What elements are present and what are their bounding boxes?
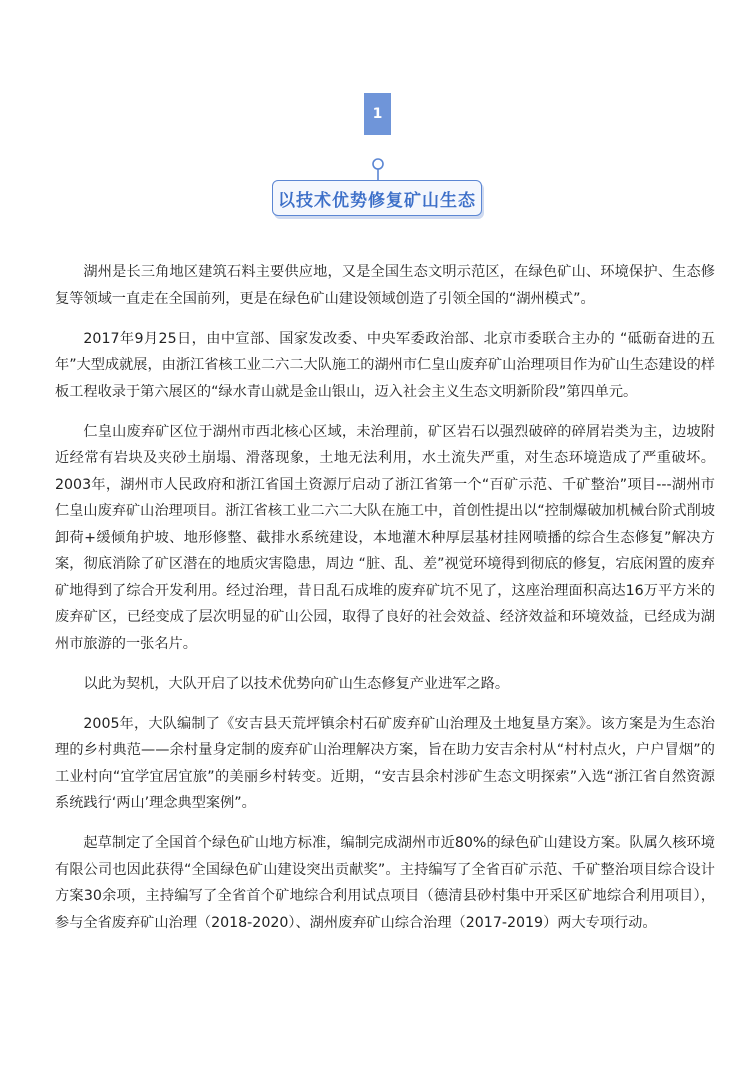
- paragraph: 起草制定了全国首个绿色矿山地方标准，编制完成湖州市近80%的绿色矿山建设方案。队属久核环境有限公司也因此获得“全国绿色矿山建设突出贡献奖”。主持编写了全省百矿示范、千矿整治项目综合设计方案30余项，主持编写了全省首个矿地综合利用试点项目（德清县砂村集中开采区矿地综合利用项目），参与全省废弃矿山治理（2018-2020）、湖州废弃矿山综合治理（2017-2019）两大专项行动。: [55, 835, 715, 931]
- section-title-box: [272, 180, 482, 216]
- paragraph: 以此为契机，大队开启了以技术优势向矿山生态修复产业进军之路。: [83, 675, 510, 692]
- article-body: [55, 259, 715, 950]
- section-number-badge: [364, 93, 391, 135]
- paragraph: 2017年9月25日，由中宣部、国家发改委、中央军委政治部、北京市委联合主办的 “砥砺奋进的五年”大型成就展，由浙江省核工业二六二大队施工的湖州市仁皇山废弃矿山治理项目作为矿山生态建设的样板工程收录于第六展区的“绿水青山就是金山银山，迈入社会主义生态文明新阶段”第四单元。: [55, 330, 715, 400]
- paragraph: 湖州是长三角地区建筑石料主要供应地，又是全国生态文明示范区，在绿色矿山、环境保护、生态修复等领域一直走在全国前列，更是在绿色矿山建设领域创造了引领全国的“湖州模式”。: [55, 264, 715, 307]
- paragraph: 2005年，大队编制了《安吉县天荒坪镇余村石矿废弃矿山治理及土地复垦方案》。该方案是为生态治理的乡村典范——余村量身定制的废弃矿山治理解决方案，旨在助力安吉余村从“村村点火，户户冒烟”的工业村向“宜学宜居宜旅”的美丽乡村转变。近期，“安吉县余村涉矿生态文明探索”入选“浙江省自然资源系统践行‘两山’理念典型案例”。: [55, 715, 715, 811]
- section-title: 以技术优势修复矿山生态: [278, 190, 476, 211]
- paragraph: 仁皇山废弃矿区位于湖州市西北核心区域，未治理前，矿区岩石以强烈破碎的碎屑岩类为主，边坡附近经常有岩块及夹砂土崩塌、滑落现象，土地无法利用，水土流失严重，对生态环境造成了严重破坏。2003年，湖州市人民政府和浙江省国土资源厅启动了浙江省第一个“百矿示范、千矿整治”项目---湖州市仁皇山废弃矿山治理项目。浙江省核工业二六二大队在施工中，首创性提出以“控制爆破加机械台阶式削坡卸荷+缓倾角护坡、地形修整、截排水系统建设，本地灌木种厚层基材挂网喷播的综合生态修复”解决方案，彻底消除了矿区潜在的地质灾害隐患，周边 “脏、乱、差”视觉环境得到彻底的修复，宕底闲置的废弃矿地得到了综合开发利用。经过治理，昔日乱石成堆的废弃矿坑不见了，这座治理面积高达16万平方米的废弃矿区，已经变成了层次明显的矿山公园，取得了良好的社会效益、经济效益和环境效益，已经成为湖州市旅游的一张名片。: [55, 423, 715, 652]
- section-number: 1: [372, 106, 383, 122]
